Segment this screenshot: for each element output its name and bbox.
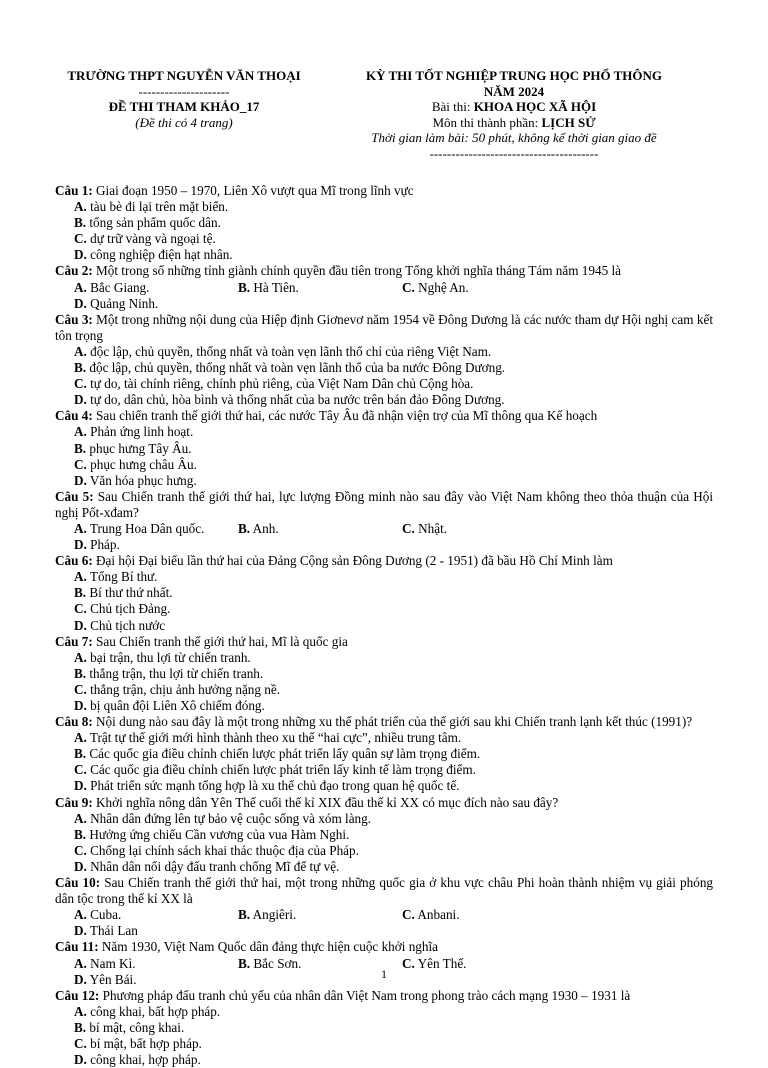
option-text: Trật tự thế giới mới hình thành theo xu thế “hai cực”, nhiều trung tâm. xyxy=(86,730,462,746)
option-text: Chủ tịch nước xyxy=(86,617,166,633)
option-letter: B. xyxy=(74,746,87,762)
question-text: Nội dung nào sau đây là một trong những xu thế phát triển của thế giới sau khi Chiến tranh lạnh kết thúc (1991)? xyxy=(92,714,693,730)
option-d xyxy=(74,537,238,553)
question-11 xyxy=(55,939,713,955)
question-1 xyxy=(55,183,713,199)
option-text: Hà Tiên. xyxy=(250,279,299,295)
options-7 xyxy=(55,650,713,714)
option-d xyxy=(74,296,238,312)
option-c xyxy=(402,907,566,923)
option-text: Phản ứng linh hoạt. xyxy=(86,424,194,440)
option-text: thắng trận, thu lợi từ chiến tranh. xyxy=(86,665,264,681)
question-8 xyxy=(55,714,713,730)
question-text: Khởi nghĩa nông dân Yên Thế cuối thế kỉ XIX đầu thế kỉ XX có mục đích nào sau đây? xyxy=(92,794,559,810)
option-letter: A. xyxy=(74,279,87,295)
option-b xyxy=(238,521,402,537)
option-c xyxy=(74,843,713,859)
pages-note: (Đề thi có 4 trang) xyxy=(135,114,233,130)
option-text: Yên Bái. xyxy=(86,971,137,987)
option-text: Tổng Bí thư. xyxy=(86,569,158,585)
option-letter: D. xyxy=(74,971,87,987)
question-4 xyxy=(55,408,713,424)
options-5 xyxy=(55,521,713,553)
option-text: Anh. xyxy=(250,520,279,536)
question-number: Câu 11: xyxy=(55,939,99,955)
question-number: Câu 7: xyxy=(55,633,93,649)
option-text: phục hưng Tây Âu. xyxy=(86,440,192,456)
option-letter: C. xyxy=(74,601,87,617)
option-text: Thái Lan xyxy=(86,923,138,939)
option-d xyxy=(74,392,713,408)
option-letter: D. xyxy=(74,617,87,633)
school-name: TRƯỜNG THPT NGUYỄN VĂN THOẠI xyxy=(67,68,301,83)
option-text: độc lập, chủ quyền, thống nhất và toàn vẹn lãnh thổ của ba nước Đông Dương. xyxy=(86,360,506,376)
option-d xyxy=(74,859,713,875)
question-number: Câu 10: xyxy=(55,875,101,891)
question-3 xyxy=(55,312,713,344)
option-letter: D. xyxy=(74,778,87,794)
question-text: Một trong những nội dung của Hiệp định Giơnevơ năm 1954 về Đông Dương là các nước tham dự Hội nghị cam kết tôn trọng xyxy=(55,311,713,343)
option-letter: D. xyxy=(74,247,87,263)
question-number: Câu 1: xyxy=(55,183,93,198)
component-line xyxy=(328,115,700,131)
option-b xyxy=(74,215,402,231)
option-a xyxy=(74,1004,402,1020)
page-number: 1 xyxy=(381,967,387,981)
options-12 xyxy=(55,1004,713,1068)
option-letter: B. xyxy=(74,1019,87,1035)
component-prefix: Môn thi thành phần: xyxy=(432,114,542,130)
options-4 xyxy=(55,424,713,488)
option-letter: C. xyxy=(74,681,87,697)
option-text: bí mật, công khai. xyxy=(86,1019,185,1035)
option-text: bại trận, thu lợi từ chiến tranh. xyxy=(86,649,251,665)
option-letter: B. xyxy=(74,585,87,601)
option-letter: A. xyxy=(74,569,87,585)
option-letter: B. xyxy=(238,520,251,536)
option-text: công khai, hợp pháp. xyxy=(86,1052,201,1068)
option-letter: A. xyxy=(74,649,87,665)
header-left xyxy=(40,68,328,130)
option-letter: B. xyxy=(238,907,251,923)
option-b xyxy=(74,585,402,601)
header-right xyxy=(328,68,700,161)
option-b xyxy=(74,746,713,762)
option-text: Bắc Sơn. xyxy=(250,955,302,971)
option-b xyxy=(74,441,402,457)
option-text: Nghệ An. xyxy=(414,279,469,295)
question-text: Sau Chiến tranh thế giới thứ hai, lực lượng Đồng minh nào sau đây vào Việt Nam không theo thỏa thuận của Hội nghị Pốt-xđam? xyxy=(55,488,714,520)
option-text: Anbani. xyxy=(414,907,460,923)
option-letter: A. xyxy=(74,199,87,215)
option-text: tự do, dân chủ, hòa bình và thống nhất của ba nước trên bán đảo Đông Dương. xyxy=(86,392,505,408)
option-text: bị quân đội Liên Xô chiếm đóng. xyxy=(86,698,265,713)
option-text: tự do, tài chính riêng, chính phủ riêng, của Việt Nam Dân chủ Cộng hòa. xyxy=(86,376,474,392)
option-d xyxy=(74,247,402,263)
option-text: Các quốc gia điều chỉnh chiến lược phát triển lấy kinh tế làm trọng điểm. xyxy=(86,762,476,778)
option-letter: D. xyxy=(74,858,87,874)
option-d xyxy=(74,923,238,939)
question-7 xyxy=(55,634,713,650)
question-number: Câu 8: xyxy=(55,714,93,730)
option-c xyxy=(74,1036,402,1052)
option-c xyxy=(74,457,402,473)
question-text: Sau chiến tranh thế giới thứ hai, các nước Tây Âu đã nhận viện trợ của Mĩ thông qua Kế hoạch xyxy=(92,408,598,424)
option-text: công nghiệp điện hạt nhân. xyxy=(86,247,233,263)
header-divider-left: --------------------- xyxy=(138,83,230,99)
option-a xyxy=(74,199,402,215)
option-c xyxy=(74,762,713,778)
subject-name: KHOA HỌC XÃ HỘI xyxy=(473,99,597,114)
option-b xyxy=(74,1020,402,1036)
option-d xyxy=(74,778,713,794)
question-text: Đại hội Đại biểu lần thứ hai của Đảng Cộng sản Đông Dương (2 - 1951) đã bầu Hồ Chí Minh làm xyxy=(92,553,613,569)
option-letter: C. xyxy=(402,907,415,923)
question-6 xyxy=(55,553,713,569)
option-c xyxy=(402,280,566,296)
option-letter: D. xyxy=(74,1052,87,1068)
option-letter: B. xyxy=(74,826,87,842)
question-10 xyxy=(55,875,713,907)
option-d xyxy=(74,618,402,634)
option-letter: D. xyxy=(74,923,87,939)
option-letter: C. xyxy=(74,456,87,472)
question-2 xyxy=(55,263,713,279)
exam-title: KỲ THI TỐT NGHIỆP TRUNG HỌC PHỔ THÔNG xyxy=(365,68,663,83)
option-c xyxy=(74,231,402,247)
option-letter: C. xyxy=(74,376,87,392)
option-letter: B. xyxy=(74,215,87,231)
question-number: Câu 12: xyxy=(55,987,100,1003)
option-letter: C. xyxy=(402,955,415,971)
options-6 xyxy=(55,569,713,633)
option-letter: D. xyxy=(74,392,87,408)
option-b xyxy=(74,360,713,376)
options-9 xyxy=(55,811,713,875)
option-letter: D. xyxy=(74,537,87,553)
option-letter: A. xyxy=(74,424,87,440)
option-a xyxy=(74,424,402,440)
option-a xyxy=(74,569,402,585)
option-b xyxy=(74,666,713,682)
option-letter: A. xyxy=(74,1003,87,1019)
option-letter: C. xyxy=(74,762,87,778)
option-c xyxy=(74,376,713,392)
subject-prefix: Bài thi: xyxy=(431,99,474,114)
options-2 xyxy=(55,280,713,312)
options-1 xyxy=(55,199,713,263)
option-b xyxy=(238,907,402,923)
questions-body xyxy=(55,183,713,1068)
option-d xyxy=(74,1052,402,1068)
question-number: Câu 9: xyxy=(55,794,93,810)
option-text: Chủ tịch Đảng. xyxy=(86,601,171,617)
component-name: LỊCH SỬ xyxy=(541,114,596,130)
options-8 xyxy=(55,730,713,794)
question-number: Câu 6: xyxy=(55,553,93,569)
option-text: tổng sản phẩm quốc dân. xyxy=(86,215,221,231)
option-d xyxy=(74,473,402,489)
option-text: Yên Thế. xyxy=(414,955,467,971)
question-number: Câu 2: xyxy=(55,263,93,279)
option-text: Bí thư thứ nhất. xyxy=(86,585,173,601)
option-c xyxy=(402,521,566,537)
option-letter: A. xyxy=(74,730,87,746)
option-text: Nhân dân nổi dậy đấu tranh chống Mĩ để tự vệ. xyxy=(86,858,340,874)
option-text: Chống lại chính sách khai thác thuộc địa của Pháp. xyxy=(86,842,359,858)
option-letter: C. xyxy=(402,279,415,295)
option-text: Hưởng ứng chiếu Cần vương của vua Hàm Nghi. xyxy=(86,826,350,842)
option-letter: B. xyxy=(238,279,251,295)
question-text: Năm 1930, Việt Nam Quốc dân đảng thực hiện cuộc khởi nghĩa xyxy=(98,939,439,955)
option-a xyxy=(74,280,238,296)
option-b xyxy=(238,280,402,296)
question-number: Câu 3: xyxy=(55,311,93,327)
option-a xyxy=(74,521,238,537)
option-letter: B. xyxy=(238,955,251,971)
option-letter: D. xyxy=(74,698,87,713)
option-text: Trung Hoa Dân quốc. xyxy=(86,520,205,536)
option-text: tàu bè đi lại trên mặt biển. xyxy=(86,199,229,215)
time-note: Thời gian làm bài: 50 phút, không kể thời gian giao đề xyxy=(371,130,657,145)
options-10 xyxy=(55,907,713,939)
option-c xyxy=(74,682,713,698)
option-letter: B. xyxy=(74,665,87,681)
question-12 xyxy=(55,988,713,1004)
option-text: thắng trận, chịu ảnh hưởng nặng nề. xyxy=(86,681,281,697)
option-letter: C. xyxy=(402,520,415,536)
option-text: Nam Kì. xyxy=(86,955,136,971)
header-divider-right: --------------------------------------- xyxy=(429,145,599,161)
question-text: Một trong số những tỉnh giành chính quyền đầu tiên trong Tổng khởi nghĩa tháng Tám năm 1945 là xyxy=(92,263,621,279)
option-text: Văn hóa phục hưng. xyxy=(86,472,197,488)
option-letter: C. xyxy=(74,231,87,247)
option-text: Cuba. xyxy=(86,907,122,923)
option-letter: A. xyxy=(74,955,87,971)
option-text: bí mật, bất hợp pháp. xyxy=(86,1035,202,1051)
option-c xyxy=(74,601,402,617)
option-text: Bắc Giang. xyxy=(86,279,150,295)
option-d xyxy=(74,698,713,714)
option-letter: C. xyxy=(74,842,87,858)
option-text: Angiêri. xyxy=(250,907,297,923)
option-letter: A. xyxy=(74,907,87,923)
option-letter: B. xyxy=(74,440,87,456)
question-text: Phương pháp đấu tranh chủ yếu của nhân dân Việt Nam trong phong trào cách mạng 1930 – 1931 là xyxy=(99,987,631,1003)
option-text: Quảng Ninh. xyxy=(86,295,159,311)
option-text: Pháp. xyxy=(86,537,120,553)
option-text: công khai, bất hợp pháp. xyxy=(86,1003,221,1019)
option-a xyxy=(74,811,713,827)
subject-line xyxy=(328,99,700,115)
option-letter: A. xyxy=(74,343,87,359)
exam-year: NĂM 2024 xyxy=(483,83,545,99)
option-a xyxy=(74,730,713,746)
option-text: dự trữ vàng và ngoại tệ. xyxy=(86,231,216,247)
option-text: Các quốc gia điều chỉnh chiến lược phát triển lấy quân sự làm trọng điểm. xyxy=(86,746,481,762)
question-number: Câu 5: xyxy=(55,488,94,504)
question-5 xyxy=(55,489,713,521)
options-3 xyxy=(55,344,713,408)
option-letter: A. xyxy=(74,810,87,826)
option-letter: D. xyxy=(74,472,87,488)
question-text: Sau Chiến tranh thế giới thứ hai, Mĩ là quốc gia xyxy=(92,633,348,649)
option-a xyxy=(74,907,238,923)
option-text: Nhân dân đứng lên tự bảo vệ cuộc sống và xóm làng. xyxy=(86,810,372,826)
option-letter: D. xyxy=(74,295,87,311)
option-b xyxy=(74,827,713,843)
option-text: Phát triển sức mạnh tổng hợp là xu thế chủ đạo trong quan hệ quốc tế. xyxy=(86,778,460,794)
option-text: phục hưng châu Âu. xyxy=(86,456,197,472)
option-text: Nhật. xyxy=(414,520,448,536)
option-letter: A. xyxy=(74,520,87,536)
question-text: Sau Chiến tranh thế giới thứ hai, một trong những quốc gia ở khu vực châu Phi hoàn thành nhiệm vụ giải phóng dân tộc trong thế kỉ XX là xyxy=(55,875,714,907)
question-number: Câu 4: xyxy=(55,408,93,424)
question-9 xyxy=(55,795,713,811)
option-text: độc lập, chủ quyền, thống nhất và toàn vẹn lãnh thổ chỉ của riêng Việt Nam. xyxy=(86,343,492,359)
question-text: Giai đoạn 1950 – 1970, Liên Xô vượt qua Mĩ trong lĩnh vực xyxy=(92,183,414,198)
option-a xyxy=(74,344,713,360)
option-letter: C. xyxy=(74,1035,87,1051)
option-a xyxy=(74,650,713,666)
exam-code: ĐỀ THI THAM KHẢO_17 xyxy=(108,99,260,114)
option-letter: B. xyxy=(74,360,87,376)
